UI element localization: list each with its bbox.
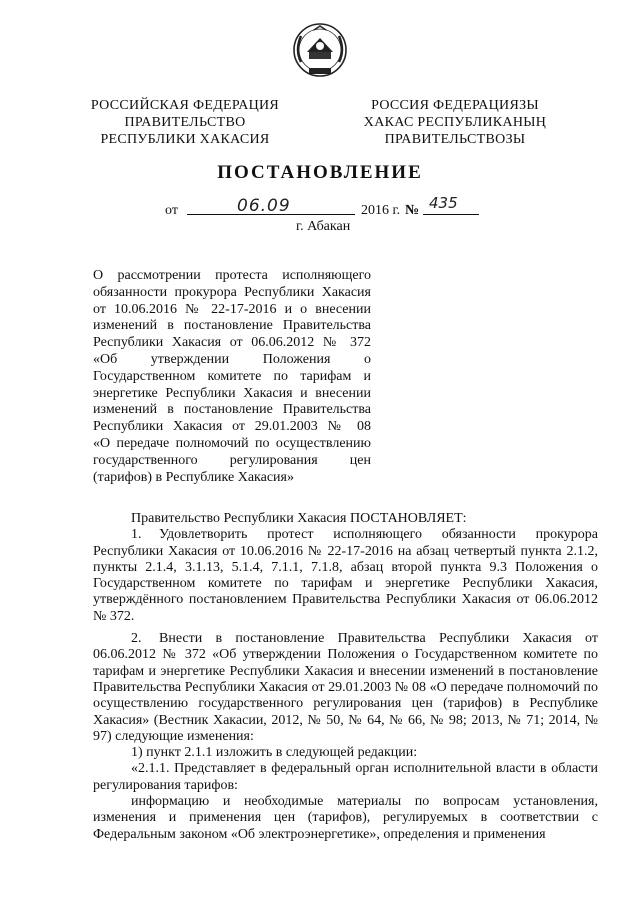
paragraph-1 [93, 527, 598, 625]
paragraph-number: 2. [131, 631, 142, 647]
header-left [85, 97, 285, 148]
paragraph-text: Внести в постановление Правительства Республики Хакасия от 06.06.2012 № 372 «Об утверждении Положения о Государственном комитете по тарифам и энергетике Республики Хакасия и внесении изменений в постановление Правительства Республики Хакасия от 29.01.2003 № 08 «О передаче полномочий по осуществлению государственного регулирования цен (тарифов) в Республике Хакасия» (Вестник Хакасии, 2012, № 50, № 64, № 66, № 98; 2013, № 71; 2014, № 97) следующие изменения: [93, 631, 598, 744]
paragraph-3: 1) пункт 2.1.1 изложить в следующей редакции: [131, 745, 418, 761]
header-left-line: РЕСПУБЛИКИ ХАКАСИЯ [100, 132, 270, 147]
paragraph-5: информацию и необходимые материалы по вопросам установления, изменения и применения цен (тарифов), регулируемых в соответствии с Федеральным законом «Об электроэнергетике», определения и применения [93, 794, 598, 842]
intro-paragraph: Правительство Республики Хакасия ПОСТАНОВЛЯЕТ: [131, 511, 467, 526]
subject-line: энергетике Республики Хакасия и внесении [93, 385, 371, 401]
number-label: № [405, 203, 420, 218]
number-underline [423, 214, 479, 215]
paragraph-number: 1. [131, 527, 142, 543]
subject-line: обязанности прокурора Республики Хакасия [93, 284, 371, 300]
document-title: ПОСТАНОВЛЕНИЕ [217, 162, 423, 183]
handwritten-number: 435 [429, 194, 458, 212]
subject-line: (тарифов) в Республике Хакасия» [93, 469, 294, 485]
header-right-line: ПРАВИТЕЛЬСТВОЗЫ [384, 132, 526, 147]
subject-line: «Об утверждении Положения о [93, 351, 371, 367]
header-left-line: РОССИЙСКАЯ ФЕДЕРАЦИЯ [90, 98, 280, 113]
subject-line: Государственном комитете по тарифам и [93, 368, 371, 384]
subject-line: изменений в постановление Правительства [93, 402, 371, 418]
handwritten-date: 06.09 [237, 196, 291, 216]
dateline [165, 194, 495, 220]
header-right-line: ХАКАС РЕСПУБЛИКАНЫҢ [363, 115, 547, 130]
header-left-line: ПРАВИТЕЛЬСТВО [124, 115, 246, 130]
subject-line: Республики Хакасия от 29.01.2003 № 08 [93, 419, 371, 435]
subject-line: О рассмотрении протеста исполняющего [93, 268, 371, 283]
subject-line: «О передаче полномочий по осуществлению [93, 435, 371, 451]
date-year: 2016 г. [361, 203, 401, 218]
header-right-line: РОССИЯ ФЕДЕРАЦИЯЗЫ [371, 98, 539, 113]
date-from-label: от [165, 203, 178, 218]
subject-line: от 10.06.2016 № 22-17-2016 и о внесении [93, 301, 371, 317]
paragraph-2 [93, 631, 598, 745]
document-body [93, 511, 598, 843]
city: г. Абакан [296, 219, 351, 234]
subject-line: Республики Хакасия от 06.06.2012 № 372 [93, 335, 371, 351]
subject-line: изменений в постановление Правительства [93, 318, 371, 334]
header-right [350, 97, 560, 148]
paragraph-4: «2.1.1. Представляет в федеральный орган исполнительной власти в области регулирования тарифов: [93, 761, 598, 793]
subject-line: государственного регулирования цен [93, 452, 371, 468]
paragraph-text: Удовлетворить протест исполняющего обязанности прокурора Республики Хакасия от 10.06.2016 № 22-17-2016 на абзац четвертый пункта 2.1.2, пункты 2.1.4, 3.1.13, 5.1.4, 7.1.1, 7.1.8, абзац второй пункта 9.3 Положения о Государственном комитете по тарифам и энергетике Республики Хакасия, утверждённого постановлением Правительства Республики Хакасия от 06.06.2012 № 372. [93, 527, 598, 624]
coat-of-arms-emblem [287, 22, 353, 82]
subject-block [93, 268, 371, 486]
